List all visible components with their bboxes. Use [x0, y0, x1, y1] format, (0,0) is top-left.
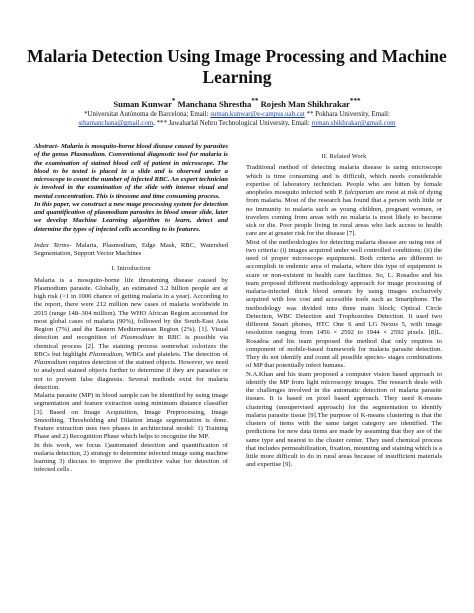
author-name: Rojesh Man Shikhrakar — [260, 98, 350, 109]
left-column — [34, 143, 228, 475]
section-heading: I. Introduction — [111, 265, 151, 273]
italic-text: Plasmodium — [120, 334, 154, 342]
affiliation-text: *Universitat Autònoma de Barcelona; Email: — [84, 111, 211, 118]
italic-text: falciparum — [344, 189, 374, 196]
paragraph: In this work, we focus 1)automated detection and quantification of malaria detection, 2) strategy to determine infected image using machine learning 3) discuss to improve the predictive value for detection of infected cells . — [34, 441, 228, 474]
email-link[interactable]: roman.shikhrakar@gmail.com — [311, 120, 396, 127]
text-run: requires detection of the stained objects. However, we need to analyzed stained objects further to determine if they are parasites or not to prevent false diagnosis. Several methods exist for malaria detection. — [34, 359, 228, 391]
section-heading: II. Related Work — [321, 153, 367, 160]
text-run: Traditional method of detecting malaria disease is using microscope which is time consuming and is difficult, which needs considerable expertise of laboratory technician. People who are bitten by female anopheles mosquito infected with P. — [246, 164, 442, 196]
abstract-label: Abstract — [34, 143, 57, 150]
affiliation-text: , *** Jawaharlal Nehru Technological University, Email: — [153, 120, 312, 127]
italic-text: Plasmodium — [34, 359, 68, 366]
email-link[interactable]: suman.kunwar@e-campus.uab.cat — [210, 111, 305, 118]
author-mark: ** — [251, 97, 259, 105]
abstract-text: - Malaria is mosquito-borne blood disease caused by parasites of the genus Plasmodium. Conventional diagnostic tool for malaria is the examination of stained blood cell of patient in microscope. The blood to be tested is placed in a slide and is observed under a microscope to count the number of infected RBC. An expert technician is involved in the examination of the slide with intense visual and mental concentration. This is tiresome and time consuming process. — [34, 143, 228, 200]
author-name: Suman Kunwar — [113, 98, 172, 109]
author-mark: * — [171, 97, 176, 105]
text-run: are most at risk of dying from malaria. Most of the research has found that a person with little or no immunity to malaria such as young children, pregnant women, or travelers coming from areas with no malaria is most likely to become sick or die. Poor people living in rural areas who lack access to health care are at greater risk for the disease [7]. — [246, 189, 442, 238]
email-link[interactable]: sthamanchana@gmail.com — [78, 120, 154, 127]
text-run: , WBCs and platelets. The detection of — [122, 350, 228, 358]
index-terms — [34, 242, 228, 259]
affiliation-text: ** Pokhara University, Email: — [304, 111, 390, 118]
italic-text: Plasmodium — [88, 350, 123, 358]
paragraph — [246, 164, 442, 238]
text-run: Malaria is a mosquito-borne life threatening disease caused by Plasmodium parasite. Globally, an estimated 3.2 billion people are at high risk (>1 in 1000 chance of getting malaria in a year). According to the report, there were 212 million new cases of malaria worldwide in 2015 (range 148–304 million). The WHO African Region accounted for most global cases of malaria (90%), followed by the South-East Asia Region (7%) and the Eastern Mediterranean Region (2%). [1]. Visual detection and recognition of — [34, 276, 228, 342]
text-run: in RBC is possible via chemical process [2]. The staining process somewhat colorizes the RBCs but highlight — [34, 334, 228, 358]
author-mark: *** — [349, 97, 361, 105]
abstract-text-2: In this paper, we construct a new mage processing system for detection and quantification of plasmodium parasites in blood smear slide, later we develop Machine Learning algorithm to learn, detect and determine the types of infected cells according to its features. — [34, 200, 228, 233]
paragraph: N.A.Khan and his team proposed a computer vision based approach to identify the MP from light microscopy images. The research deals with the challenges involved in the automatic detection of malaria parasite tissues. It is based on pixel based approach. They used K-means clustering (unsupervised approach) for the segmentation to identify malaria parasite tissue [9].The purpose of K-means clustering is that the clusters of items with the same target category are identified. The predictions for new data items are made by assuming that they are of the same type and nearest to the cluster center. They used chemical process that includes permeabilization, fixation, mounting and staining which is a little more difficult to do in rural areas because of insufficient materials and expertise [9]. — [246, 370, 442, 469]
paragraph: Malaria parasite (MP) in blood sample can be identified by using image segmentation and feature extraction using minimum distance classifier [3]. Based on Image Acquisition, Image Preprocessing, Image Smoothing, Thresholding and Dilation image segmentation is done. Feature extraction uses two phases in architectural model: 1) Training Phase and 2) Recognition Phase which helps to recognize the MP. — [34, 392, 228, 441]
paragraph — [34, 277, 228, 393]
paper-title: Malaria Detection Using Image Processing and Machine Learning — [27, 46, 447, 87]
right-column — [246, 143, 442, 470]
index-terms-text: - Malaria, Plasmodium, Edge Mask, RBC, Watershed Segmentation, Support Vector Machines — [34, 241, 228, 257]
author-name: Manchana Shrestha — [177, 98, 252, 109]
affiliations — [34, 110, 440, 128]
paragraph: Most of the methodologies for detecting malaria disease are using one of two criteria: (i) images acquired under well controlled conditions; (ii) the need of proper microscope equipment. Both criteria are different to accomplish in endemic area of malaria, where this type of equipment is scare or non-existent in health care facilities. So, L. Rosados and his team proposed different methodology approach for image processing of malaria-infected thick blood smears by using images exclusively acquired with low cost and accessible tools such as Smartphone. The methodology was divided into three main block; Optical Circle Detection, WBC Detection and Trophozoites Detection. It used two different Smart phones, HTC One S and LG Nexus 5, with image resolution ranging from 1456 × 2592 to 1944 × 2592 pixels. [8]L. Rosadoa and his team proposed the method that only requires to component of mobile-based framework for malaria parasite detection. They do not identify and count all possible species- stages combinations of MP that potentially infect humans. — [246, 238, 442, 370]
abstract — [34, 143, 228, 234]
author-list — [20, 96, 454, 110]
index-terms-label: Index Terms — [34, 241, 70, 249]
